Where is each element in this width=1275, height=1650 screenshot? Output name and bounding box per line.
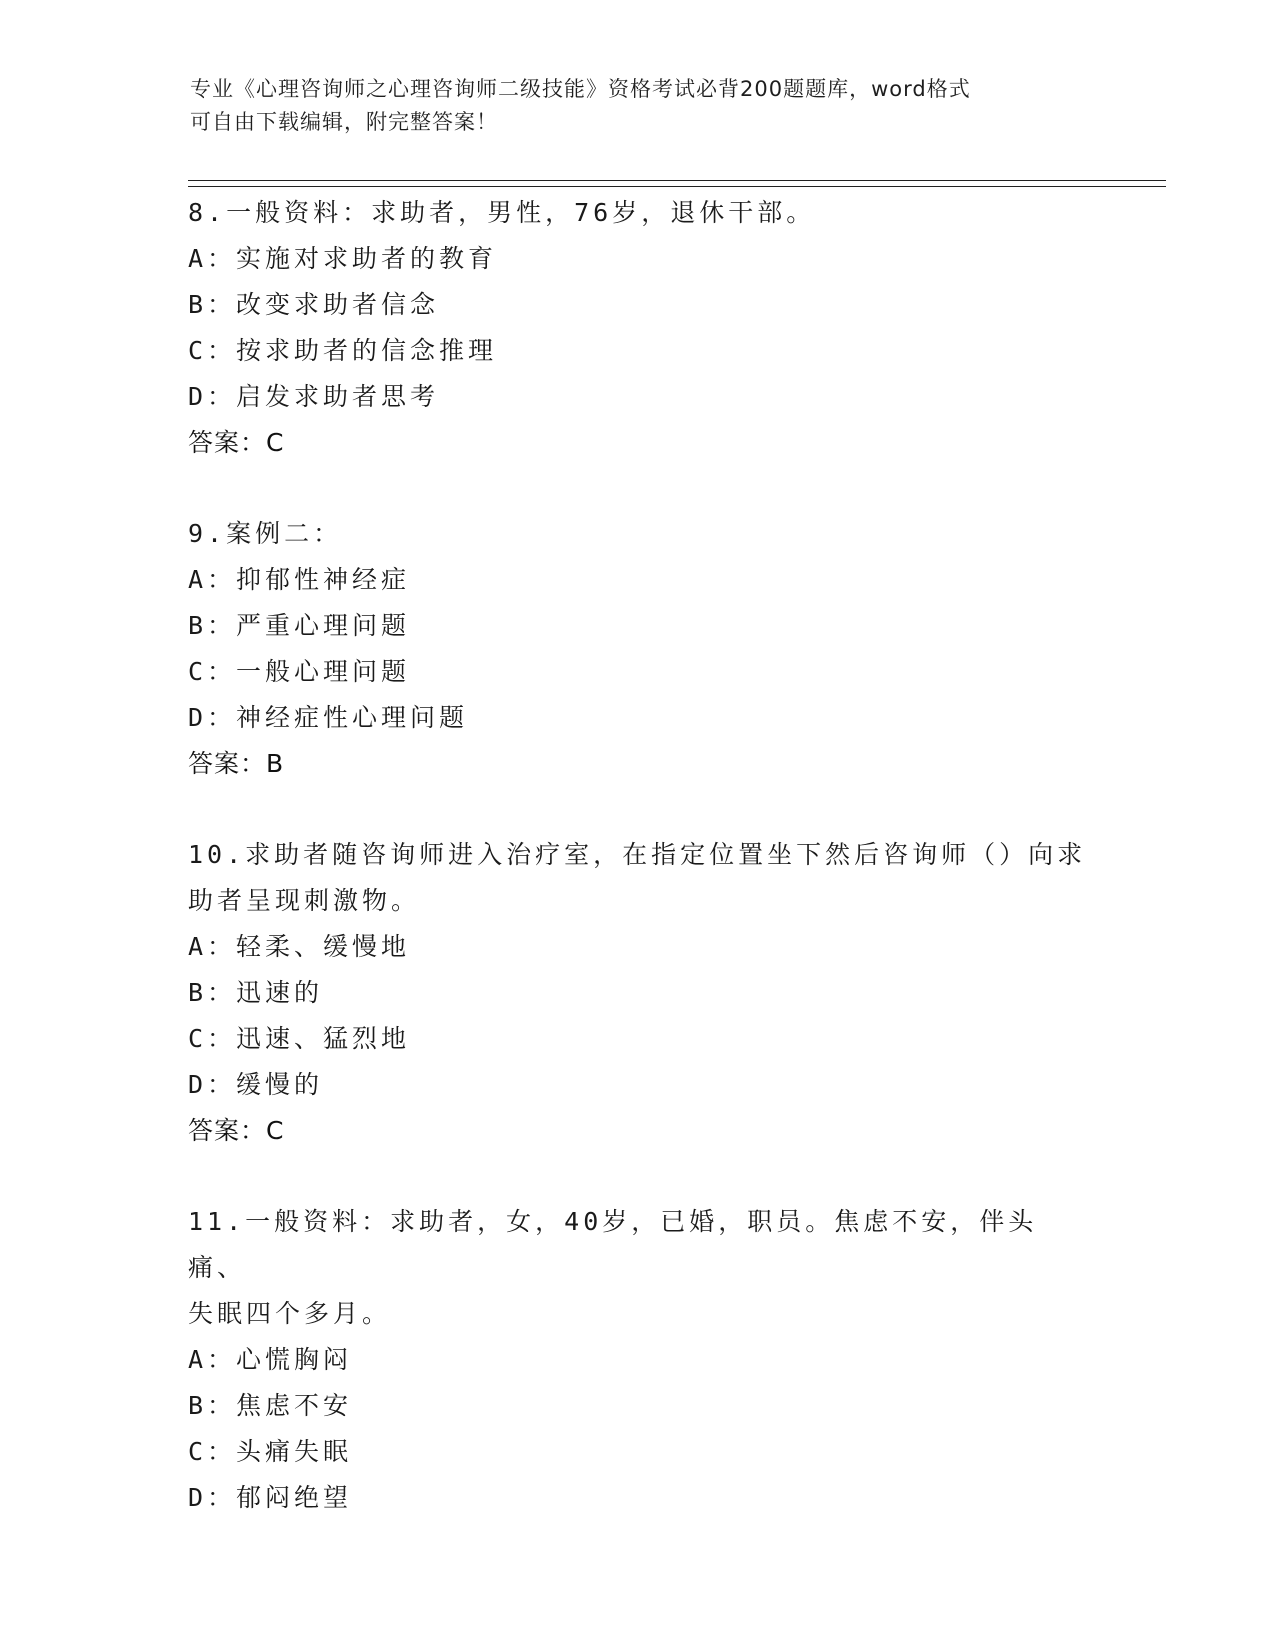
option-c: C：迅速、猛烈地 — [188, 1024, 411, 1053]
question-stem: 11.一般资料：求助者，女，40岁，已婚，职员。焦虑不安，伴头痛、 — [188, 1207, 1038, 1282]
option-b: B：迅速的 — [188, 978, 324, 1007]
header-double-rule — [188, 180, 1166, 187]
question-stem-continued: 失眠四个多月。 — [188, 1299, 392, 1328]
option-a: A：心慌胸闷 — [188, 1345, 353, 1374]
header-line-2: 可自由下载编辑，附完整答案！ — [190, 110, 498, 134]
answer-line: 答案：C — [188, 1116, 285, 1145]
option-d: D：启发求助者思考 — [188, 382, 440, 411]
question-10 — [188, 832, 1088, 1154]
option-a: A：轻柔、缓慢地 — [188, 932, 411, 961]
header-line-1: 专业《心理咨询师之心理咨询师二级技能》资格考试必背200题题库，word格式 — [190, 77, 971, 101]
question-stem: 9.案例二： — [188, 519, 343, 548]
option-c: C：一般心理问题 — [188, 657, 411, 686]
question-8 — [188, 190, 1088, 466]
answer-line: 答案：B — [188, 749, 285, 778]
question-list — [188, 190, 1088, 1521]
option-d: D：神经症性心理问题 — [188, 703, 469, 732]
option-b: B：焦虑不安 — [188, 1391, 353, 1420]
question-stem: 8.一般资料：求助者，男性，76岁，退休干部。 — [188, 198, 816, 227]
option-a: A：抑郁性神经症 — [188, 565, 411, 594]
answer-line: 答案：C — [188, 428, 285, 457]
document-header — [190, 73, 1090, 139]
option-b: B：严重心理问题 — [188, 611, 411, 640]
option-d: D：郁闷绝望 — [188, 1483, 353, 1512]
question-stem: 10.求助者随咨询师进入治疗室，在指定位置坐下然后咨询师（）向求 — [188, 840, 1087, 869]
option-c: C：按求助者的信念推理 — [188, 336, 498, 365]
question-11 — [188, 1199, 1088, 1521]
option-d: D：缓慢的 — [188, 1070, 324, 1099]
question-9 — [188, 511, 1088, 787]
option-c: C：头痛失眠 — [188, 1437, 353, 1466]
question-stem-continued: 助者呈现刺激物。 — [188, 886, 421, 915]
option-b: B：改变求助者信念 — [188, 290, 440, 319]
option-a: A：实施对求助者的教育 — [188, 244, 498, 273]
